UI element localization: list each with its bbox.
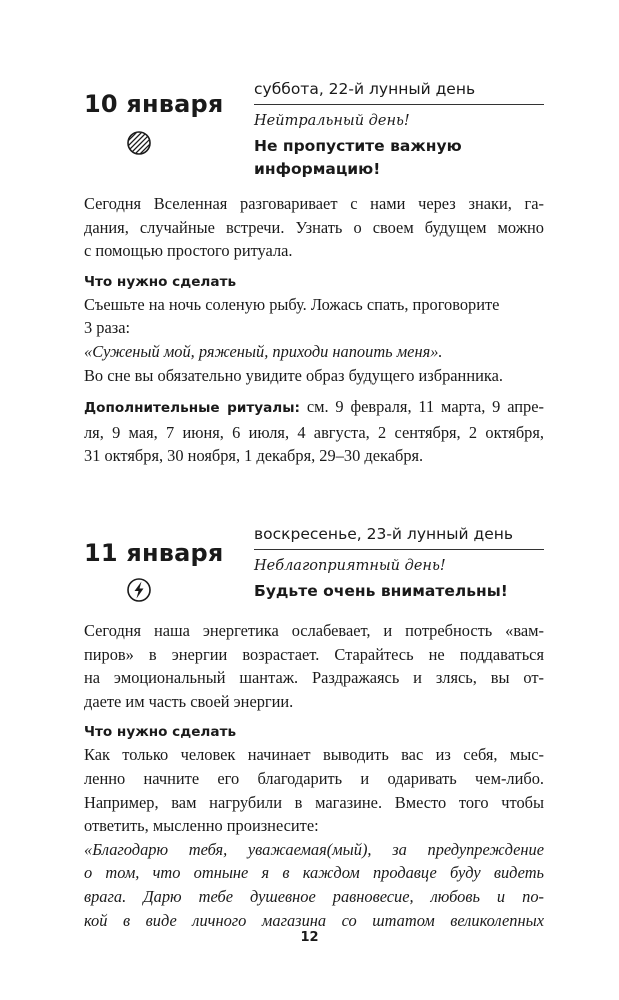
text-line: Съешьте на ночь соленую рыбу. Ложась спать, проговорите [84,294,500,314]
extra-rituals-label: Дополнительные ритуалы: [84,400,300,417]
page-number: 12 [300,930,319,945]
text-line: Сегодня Вселенная разговаривает с нами через знаки, га- [84,194,544,213]
day-summary [254,525,544,603]
calendar-entry-jan-11 [84,525,544,932]
day-warning [254,135,544,181]
text-line: с помощью простого ритуала. [84,241,293,261]
section-heading: Что нужно сделать [84,724,237,741]
entry-header [84,80,544,192]
day-type: Нейтральный день! [254,113,410,129]
lunar-day-info: суббота, 22-й лунный день [254,80,544,105]
day-type: Неблагоприятный день! [254,558,446,574]
text-line: ля, 9 мая, 7 июня, 6 июля, 4 августа, 2 сентября, 2 октября, [84,422,544,442]
entry-date: 11 января [84,539,224,567]
intro-paragraph [84,192,544,263]
lunar-day-info: воскресенье, 23-й лунный день [254,525,544,550]
hatched-circle-icon [126,130,152,156]
quote-line: врага. Дарю тебе душевное равновесие, любовь и по- [84,886,544,906]
text-line: даете им часть своей энергии. [84,691,294,711]
text-line: Во сне вы обязательно увидите образ будущего избранника. [84,365,503,385]
text-line: Как только человек начинает выводить вас из себя, мыс- [84,745,544,765]
calendar-entry-jan-10 [84,80,544,468]
day-warning [254,580,544,603]
extra-rituals [84,395,544,468]
lightning-circle-icon [126,577,152,603]
intro-paragraph [84,619,544,713]
warning-line: Будьте очень внимательны! [254,582,508,600]
quote-line: «Благодарю тебя, уважаемая(мый), за предупреждение [84,839,544,859]
text-line: пиров» в энергии возрастает. Старайтесь не поддаваться [84,644,544,664]
text-line: ленно начните его благодарить и одаривать чем-либо. [84,768,544,788]
section-heading: Что нужно сделать [84,273,237,290]
text-line: ответить, мысленно произнесите: [84,816,319,836]
ritual-quote: «Суженый мой, ряженый, приходи напоить меня». [84,341,443,361]
action-paragraph [84,743,544,932]
entry-date: 10 января [84,90,224,118]
entry-header [84,525,544,619]
text-line: 3 раза: [84,318,131,338]
warning-line: Не пропустите важную [254,137,462,155]
quote-line: о том, что отныне я в каждом продавце буду видеть [84,863,544,883]
action-paragraph [84,293,544,387]
text-line: на эмоциональный шантаж. Раздражаясь и злясь, вы от- [84,668,544,688]
text-line: Сегодня наша энергетика ослабевает, и потребность «вам- [84,621,544,640]
warning-line: информацию! [254,160,381,178]
text-line [84,395,544,421]
text-line: дания, случайные встречи. Узнать о своем будущем можно [84,217,544,237]
extra-rituals-dates: см. 9 февраля, 11 марта, 9 апре- [299,397,544,417]
day-summary [254,80,544,181]
text-line: Например, вам нагрубили в магазине. Вместо того чтобы [84,792,544,812]
quote-line: кой в виде личного магазина со штатом великолепных [84,910,544,930]
text-line: 31 октября, 30 ноября, 1 декабря, 29–30 декабря. [84,446,424,466]
